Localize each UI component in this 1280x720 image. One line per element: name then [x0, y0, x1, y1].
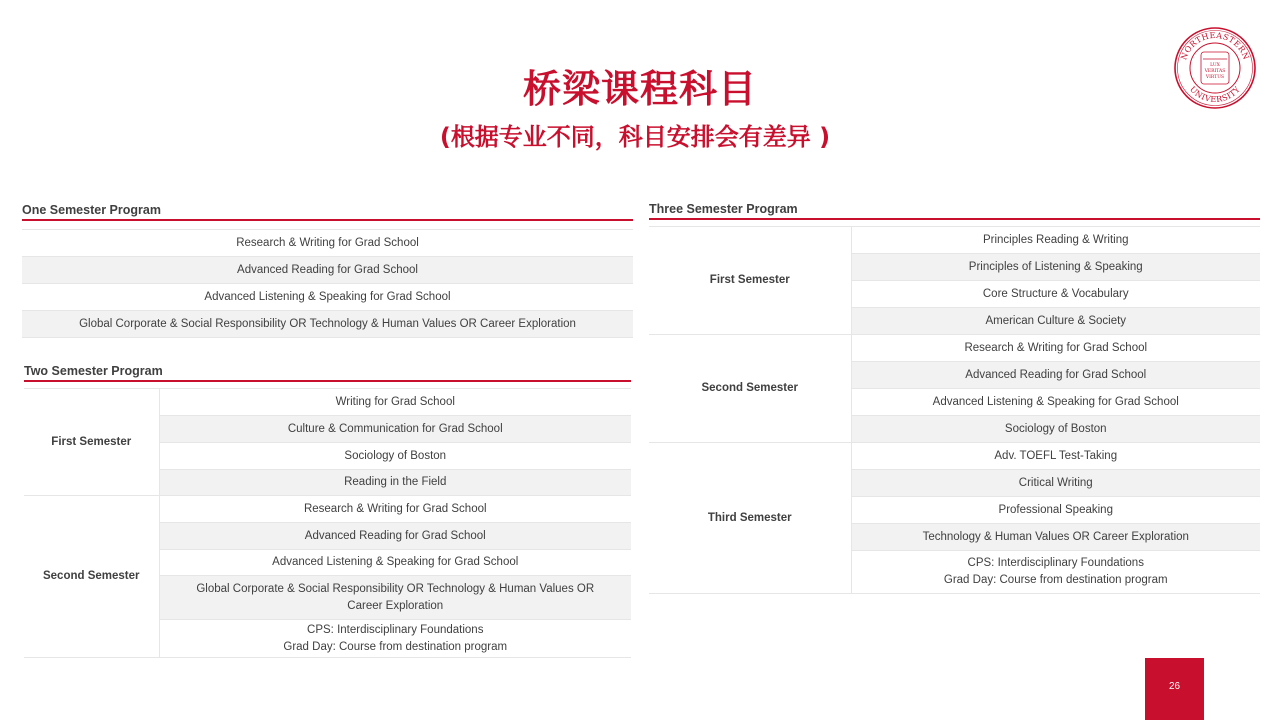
slide-subtitle: (根据专业不同，科目安排会有差异 ) — [439, 123, 831, 151]
course-cell: Writing for Grad School — [159, 389, 631, 416]
course-cell: Advanced Reading for Grad School — [851, 362, 1260, 389]
grad-day-line: Grad Day: Course from destination program — [283, 640, 508, 653]
course-cell: Global Corporate & Social Responsibility OR Technology & Human Values OR Career Exploration — [159, 576, 631, 620]
course-cell: Research & Writing for Grad School — [22, 230, 633, 257]
cps-line: CPS: Interdisciplinary Foundations — [307, 623, 484, 636]
course-cell: Core Structure & Vocabulary — [851, 281, 1260, 308]
course-cell: Principles Reading & Writing — [851, 227, 1260, 254]
page-number-badge: 26 — [1145, 658, 1204, 720]
svg-text:NORTHEASTERN: NORTHEASTERN — [1179, 30, 1251, 62]
course-cell: American Culture & Society — [851, 308, 1260, 335]
table-row — [22, 284, 633, 311]
grad-day-line: Grad Day: Course from destination program — [943, 574, 1168, 586]
course-cell: Advanced Listening & Speaking for Grad School — [851, 389, 1260, 416]
svg-text:VERITAS: VERITAS — [1204, 69, 1226, 74]
semester-label: Second Semester — [649, 335, 851, 443]
course-cell: Professional Speaking — [851, 497, 1260, 524]
course-cell: Research & Writing for Grad School — [159, 496, 631, 523]
course-cell: Advanced Reading for Grad School — [159, 523, 631, 550]
course-cell: Advanced Listening & Speaking for Grad School — [22, 284, 633, 311]
three-semester-section — [649, 202, 1260, 594]
table-row — [22, 230, 633, 257]
course-cell: Research & Writing for Grad School — [851, 335, 1260, 362]
course-cell: Global Corporate & Social Responsibility OR Technology & Human Values OR Career Exploration — [22, 311, 633, 338]
cps-line: CPS: Interdisciplinary Foundations — [967, 557, 1144, 569]
table-row — [22, 311, 633, 338]
svg-text:VIRTUS: VIRTUS — [1205, 75, 1225, 80]
semester-label: Third Semester — [649, 443, 851, 594]
svg-text:LUX: LUX — [1210, 63, 1220, 68]
university-seal-logo — [1173, 26, 1257, 110]
course-cell: Advanced Reading for Grad School — [22, 257, 633, 284]
course-cell: Critical Writing — [851, 470, 1260, 497]
table-row — [24, 389, 631, 416]
one-semester-title: One Semester Program — [22, 203, 633, 221]
course-cell: Technology & Human Values OR Career Exploration — [851, 524, 1260, 551]
course-cell: Adv. TOEFL Test-Taking — [851, 443, 1260, 470]
table-row — [649, 335, 1260, 362]
two-semester-title: Two Semester Program — [24, 364, 631, 382]
course-cell — [851, 551, 1260, 594]
table-row — [24, 496, 631, 523]
table-row — [649, 227, 1260, 254]
three-semester-title: Three Semester Program — [649, 202, 1260, 220]
semester-label: First Semester — [24, 389, 159, 496]
table-row — [22, 257, 633, 284]
table-row — [649, 443, 1260, 470]
course-cell — [159, 620, 631, 658]
semester-label: Second Semester — [24, 496, 159, 658]
course-cell: Sociology of Boston — [159, 443, 631, 470]
one-semester-table — [22, 229, 633, 338]
course-cell: Principles of Listening & Speaking — [851, 254, 1260, 281]
two-semester-table — [24, 388, 631, 658]
course-cell: Sociology of Boston — [851, 416, 1260, 443]
course-cell: Advanced Listening & Speaking for Grad School — [159, 550, 631, 576]
course-cell: Reading in the Field — [159, 470, 631, 496]
three-semester-table — [649, 226, 1260, 594]
course-cell: Culture & Communication for Grad School — [159, 416, 631, 443]
two-semester-section — [24, 364, 631, 658]
semester-label: First Semester — [649, 227, 851, 335]
one-semester-section — [22, 203, 633, 338]
slide-title: 桥梁课程科目 — [522, 67, 757, 111]
svg-text:UNIVERSITY: UNIVERSITY — [1187, 84, 1243, 105]
